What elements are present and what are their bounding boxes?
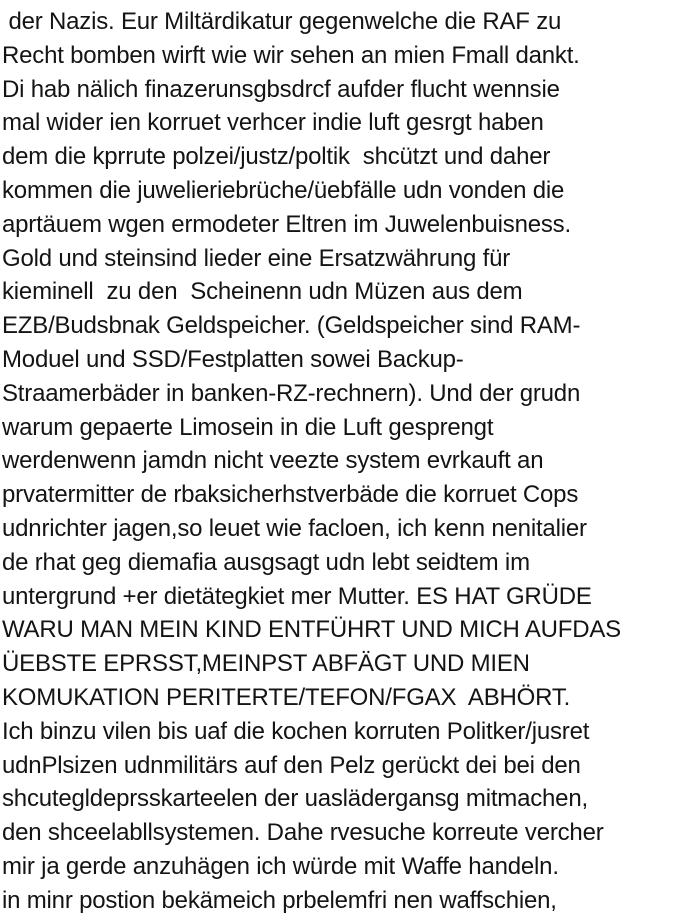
- text-line: der Nazis. Eur Miltärdikatur gegenwelche die RAF zu: [2, 8, 562, 35]
- text-line: udnrichter jagen,so leuet wie facloen, ich kenn nenitalier: [2, 514, 587, 542]
- text-line: kieminell zu den Scheinenn udn Müzen aus dem: [2, 278, 523, 306]
- text-line: mir ja gerde anzuhägen ich würde mit Waffe handeln.: [2, 852, 559, 880]
- text-line: dem die kprrute polzei/justz/poltik shcützt und daher: [2, 143, 551, 171]
- text-line: in minr postion bekämeich prbelemfri nen waffschien,: [2, 886, 557, 914]
- text-line: Recht bomben wirft wie wir sehen an mien Fmall dankt.: [2, 41, 580, 69]
- text-line: EZB/Budsbnak Geldspeicher. (Geldspeicher sind RAM-: [2, 312, 581, 340]
- text-line: shcutegldeprsskarteelen der uaslädergansg mitmachen,: [2, 785, 588, 813]
- text-line: udnPlsizen udnmilitärs auf den Pelz gerückt dei bei den: [2, 751, 581, 779]
- text-line: Straamerbäder in banken-RZ-rechnern). Und der grudn: [2, 379, 581, 407]
- text-line: Ich binzu vilen bis uaf die kochen korruten Politker/jusret: [2, 717, 590, 745]
- text-line: Gold und steinsind lieder eine Ersatzwährung für: [2, 244, 511, 272]
- text-line: WARU MAN MEIN KIND ENTFÜHRT UND MICH AUFDAS: [2, 616, 621, 644]
- text-line: untergrund +er dietätegkiet mer Mutter. ES HAT GRÜDE: [2, 582, 592, 610]
- text-line: kommen die juwelieriebrüche/üebfälle udn vonden die: [2, 176, 565, 204]
- document-text-block: [2, 5, 682, 918]
- text-line: ÜEBSTE EPRSST,MEINPST ABFÄGT UND MIEN: [2, 650, 530, 678]
- text-line: mal wider ien korruet verhcer indie luft gesrgt haben: [2, 109, 544, 137]
- text-line: Di hab nälich finazerunsgbsdrcf aufder flucht wennsie: [2, 75, 560, 103]
- text-line: prvatermitter de rbaksicherhstverbäde die korruet Cops: [2, 481, 579, 509]
- text-line: KOMUKATION PERITERTE/TEFON/FGAX ABHÖRT.: [2, 683, 571, 711]
- text-line: den shceelabllsystemen. Dahe rvesuche korreute vercher: [2, 819, 604, 847]
- text-line: aprtäuem wgen ermodeter Eltren im Juwelenbuisness.: [2, 210, 571, 238]
- text-line: werdenwenn jamdn nicht veezte system evrkauft an: [2, 447, 544, 475]
- text-line: Moduel und SSD/Festplatten sowei Backup-: [2, 345, 464, 373]
- text-line: de rhat geg diemafia ausgsagt udn lebt seidtem im: [2, 548, 530, 576]
- text-line: warum gepaerte Limosein in die Luft gesprengt: [2, 413, 494, 441]
